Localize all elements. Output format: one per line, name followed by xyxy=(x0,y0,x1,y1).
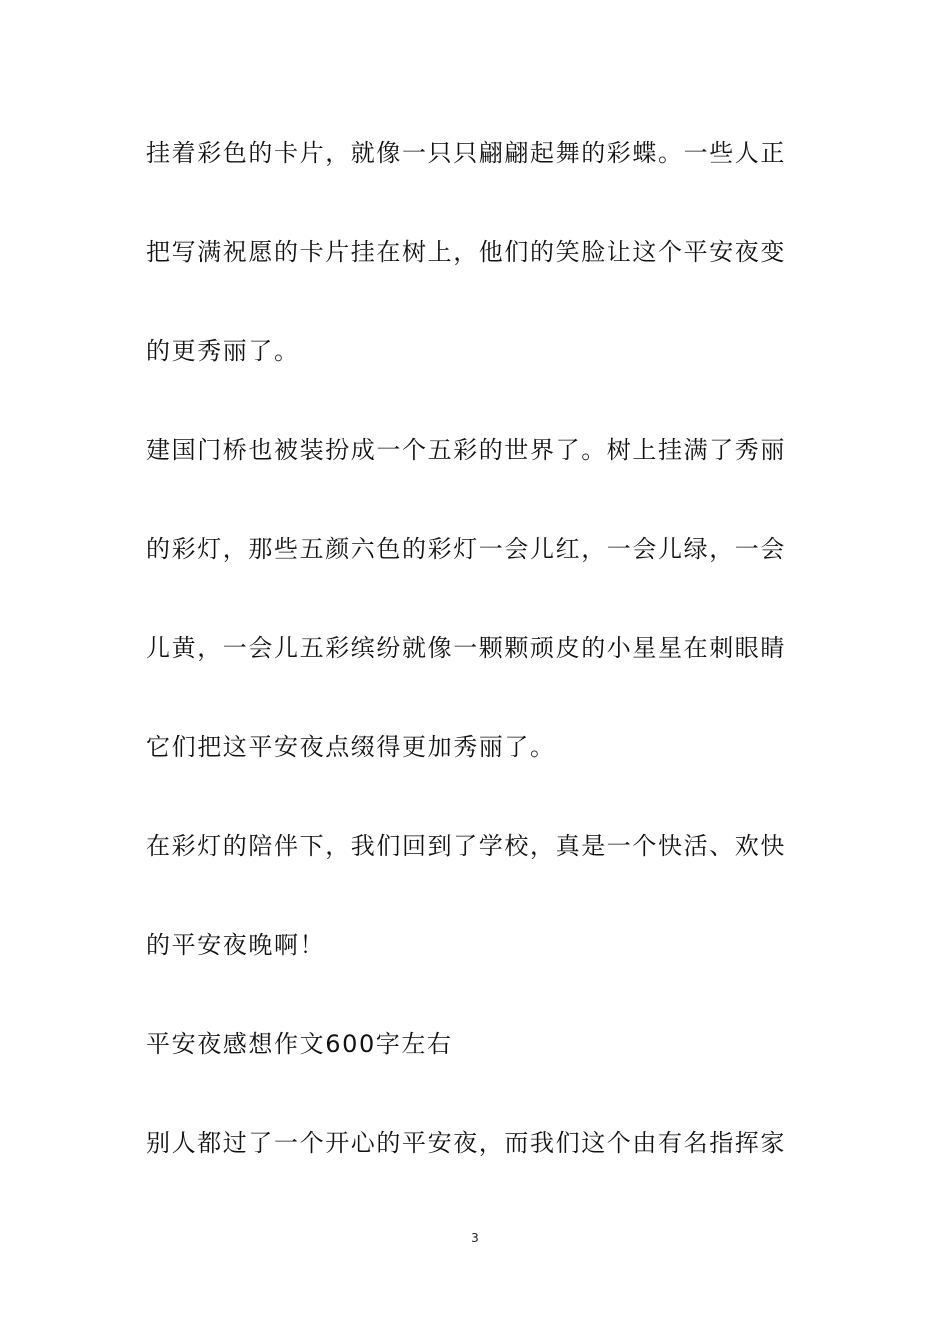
text-line: 别人都过了一个开心的平安夜，而我们这个由有名指挥家 xyxy=(146,1129,786,1157)
text-line: 儿黄，一会儿五彩缤纷就像一颗颗顽皮的小星星在刺眼睛 xyxy=(146,634,786,662)
text-line: 在彩灯的陪伴下，我们回到了学校，真是一个快活、欢快 xyxy=(146,832,786,860)
text-line: 它们把这平安夜点缀得更加秀丽了。 xyxy=(146,733,556,761)
text-line: 建国门桥也被装扮成一个五彩的世界了。树上挂满了秀丽 xyxy=(146,436,786,464)
text-line: 把写满祝愿的卡片挂在树上，他们的笑脸让这个平安夜变 xyxy=(146,238,786,266)
section-heading: 平安夜感想作文600字左右 xyxy=(146,1030,453,1058)
text-line: 挂着彩色的卡片，就像一只只翩翩起舞的彩蝶。一些人正 xyxy=(146,139,786,167)
text-line: 的平安夜晚啊！ xyxy=(146,931,326,959)
text-line: 的彩灯，那些五颜六色的彩灯一会儿红，一会儿绿，一会 xyxy=(146,535,786,563)
page-number: 3 xyxy=(471,1231,479,1245)
text-line: 的更秀丽了。 xyxy=(146,337,300,365)
